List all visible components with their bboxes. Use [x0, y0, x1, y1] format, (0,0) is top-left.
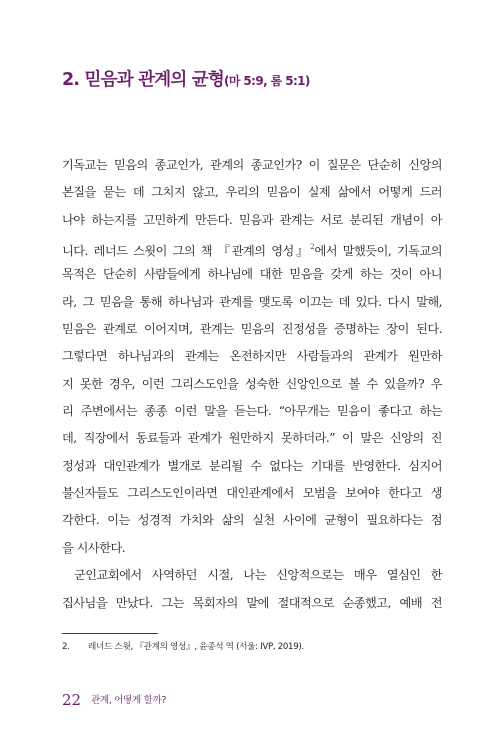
body-line: 나야 하는지를 고민하게 만든다. 믿음과 관계는 서로 분리된 개념이 아 [62, 212, 442, 227]
footnote [62, 640, 304, 652]
body-line: 을 시사한다. [62, 540, 126, 555]
page-number: 22 [62, 691, 82, 709]
body-line: 데, 직장에서 동료들과 관계가 원만하지 못하더라.” 이 말은 신앙의 진 [62, 431, 442, 446]
footnote-text: 레너드 스윗, 『관계의 영성』, 윤종석 역 (서울: IVP, 2019). [88, 642, 304, 652]
body-line: 지 못한 경우, 이런 그리스도인을 성숙한 신앙인으로 볼 수 있을까? 우 [62, 376, 442, 391]
body-text [62, 152, 442, 617]
page-footer [62, 690, 166, 709]
body-line-part: 에서 말했듯이, 기독교의 [314, 244, 442, 259]
body-line: 각한다. 이는 성경적 가치와 삶의 실천 사이에 균형이 필요하다는 점 [62, 513, 442, 528]
section-heading [62, 66, 310, 91]
body-line-part: 니다. 레너드 스윗이 그의 책 『관계의 영성』 [62, 244, 311, 259]
scripture-reference: (마 5:9, 롬 5:1) [223, 74, 310, 88]
footnote-marker: 2 [310, 243, 315, 252]
body-line: 목적은 단순히 사람들에게 하나님에 대한 믿음을 갖게 하는 것이 아니 [62, 267, 442, 282]
body-line: 그렇다면 하나님과의 관계는 온전하지만 사람들과의 관계가 원만하 [62, 349, 442, 364]
section-title: 2. 믿음과 관계의 균형 [62, 70, 224, 90]
body-line-with-footnote [62, 234, 442, 261]
body-line: 불신자들도 그리스도인이라면 대인관계에서 모범을 보여야 한다고 생 [62, 486, 442, 501]
footnote-divider [62, 633, 158, 634]
body-line: 정성과 대인관계가 별개로 분리될 수 없다는 기대를 반영한다. 심지어 [62, 458, 442, 473]
body-line: 집사님을 만났다. 그는 목회자의 말에 절대적으로 순종했고, 예배 전 [62, 595, 442, 610]
body-line: 라, 그 믿음을 통해 하나님과 관계를 맺도록 이끄는 데 있다. 다시 말해, [62, 294, 442, 309]
footnote-number: 2. [62, 642, 70, 652]
body-line: 기독교는 믿음의 종교인가, 관계의 종교인가? 이 질문은 단순히 신앙의 [62, 158, 442, 172]
body-line: 본질을 묻는 데 그치지 않고, 우리의 믿음이 실제 삶에서 어떻게 드러 [62, 185, 442, 200]
body-line: 리 주변에서는 종종 이런 말을 듣는다. “아무개는 믿음이 좋다고 하는 [62, 404, 442, 419]
body-line: 믿음은 관계로 이어지며, 관계는 믿음의 진정성을 증명하는 장이 된다. [62, 322, 442, 337]
running-title: 관계, 어떻게 할까? [91, 695, 167, 706]
body-line: 군인교회에서 사역하던 시절, 나는 신앙적으로는 매우 열심인 한 [74, 568, 442, 583]
